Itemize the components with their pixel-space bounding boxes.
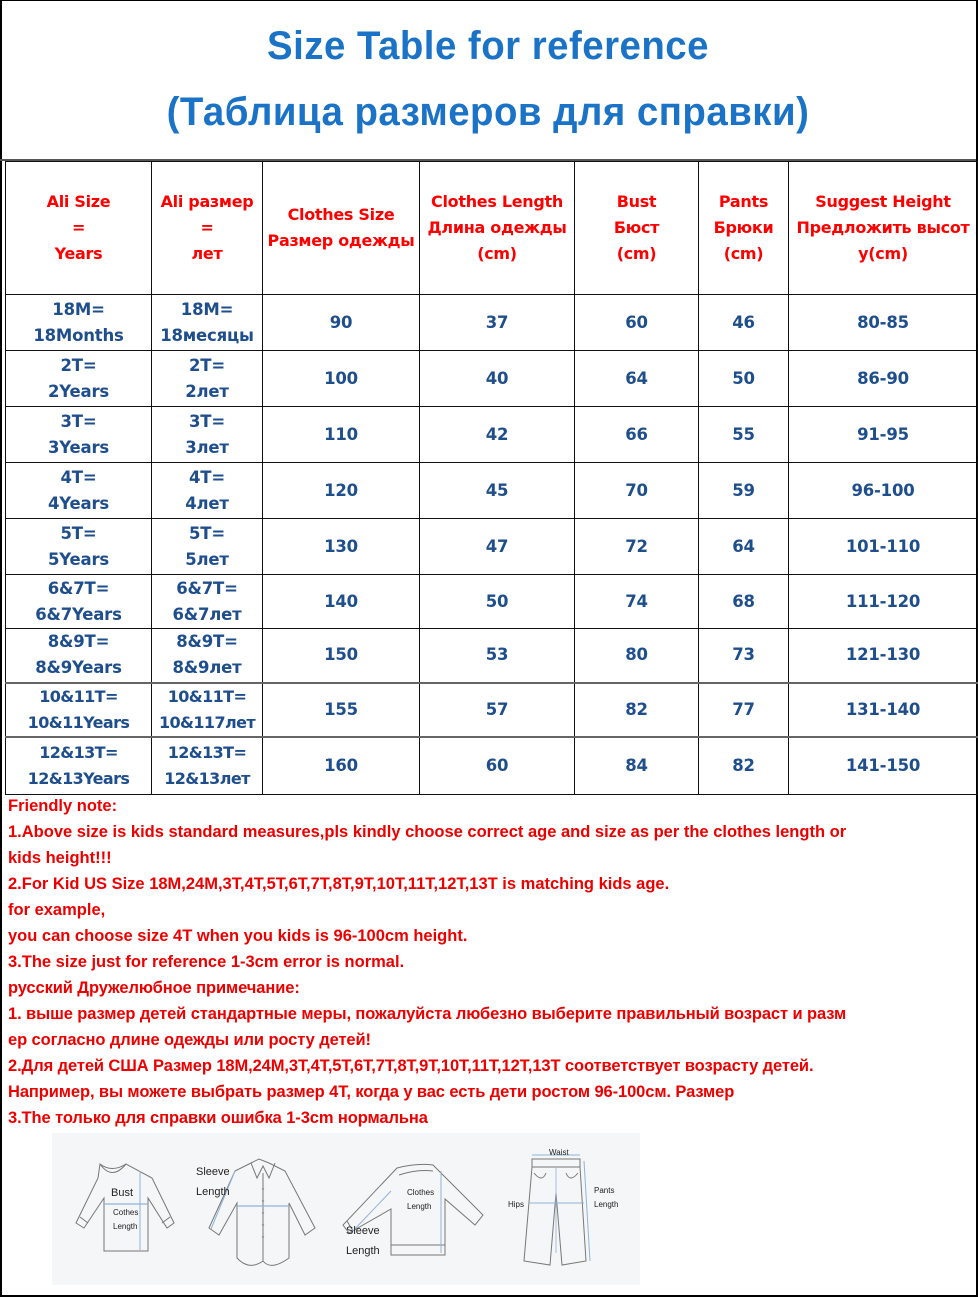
cell-clothes-length: 60 xyxy=(420,737,575,795)
cell-bust: 72 xyxy=(575,519,699,575)
cell-ali-size: 4T= 4Years xyxy=(6,463,152,519)
cell-clothes-size: 110 xyxy=(263,407,420,463)
note-line: 3.The size just for reference 1-3cm error is normal. xyxy=(8,953,405,971)
clothes-label: Clothes xyxy=(407,1188,435,1197)
cell-bust: 82 xyxy=(575,683,699,737)
header-clothes-size: Clothes Size Размер одежды xyxy=(263,162,420,295)
cell-pants: 68 xyxy=(699,575,789,629)
length-label: Length xyxy=(407,1202,432,1211)
page-title-russian: (Таблица размеров для справки) xyxy=(166,90,810,134)
shirt-icon xyxy=(187,1133,337,1285)
note-line: kids height!!! xyxy=(8,849,112,867)
pants-length-label: Length xyxy=(594,1200,619,1209)
cell-ali-size-ru: 3T= 3лет xyxy=(152,407,263,463)
cell-height: 121-130 xyxy=(789,629,978,683)
cell-ali-size: 3T= 3Years xyxy=(6,407,152,463)
cell-ali-size-ru: 10&11T= 10&117лет xyxy=(152,683,263,737)
cell-pants: 73 xyxy=(699,629,789,683)
header-suggest-height: Suggest Height Предложить высот у(cm) xyxy=(789,162,978,295)
cell-clothes-size: 150 xyxy=(263,629,420,683)
cell-pants: 82 xyxy=(699,737,789,795)
notes-heading-russian: русский Дружелюбное примечание: xyxy=(8,979,300,997)
notes-heading: Friendly note: xyxy=(8,797,118,815)
table-row xyxy=(6,463,978,519)
header-clothes-length: Clothes Length Длина одежды (cm) xyxy=(420,162,575,295)
sweater-diagram xyxy=(337,1133,502,1285)
cell-clothes-size: 120 xyxy=(263,463,420,519)
size-table xyxy=(5,161,978,795)
cell-ali-size-ru: 5T= 5лет xyxy=(152,519,263,575)
cell-bust: 84 xyxy=(575,737,699,795)
cell-clothes-length: 47 xyxy=(420,519,575,575)
pants-label: Pants xyxy=(594,1186,615,1195)
cell-clothes-length: 50 xyxy=(420,575,575,629)
note-line: 3.The только для справки ошибка 1-3cm нормальна xyxy=(8,1109,428,1127)
cell-bust: 64 xyxy=(575,351,699,407)
header-ali-size: Ali Size = Years xyxy=(6,162,152,295)
header-bust: Bust Бюст (cm) xyxy=(575,162,699,295)
table-row xyxy=(6,575,978,629)
cell-ali-size: 12&13T= 12&13Years xyxy=(6,737,152,795)
cell-bust: 66 xyxy=(575,407,699,463)
cell-height: 86-90 xyxy=(789,351,978,407)
cell-ali-size-ru: 18M= 18месяцы xyxy=(152,295,263,351)
cell-pants: 77 xyxy=(699,683,789,737)
friendly-notes xyxy=(8,793,973,1131)
length-label: Length xyxy=(113,1222,138,1231)
cell-bust: 70 xyxy=(575,463,699,519)
sleeve-length-label: Length xyxy=(346,1245,380,1257)
cell-ali-size: 2T= 2Years xyxy=(6,351,152,407)
cell-ali-size: 6&7T= 6&7Years xyxy=(6,575,152,629)
cell-height: 141-150 xyxy=(789,737,978,795)
cell-clothes-size: 130 xyxy=(263,519,420,575)
length-label: Length xyxy=(196,1186,230,1198)
cell-height: 131-140 xyxy=(789,683,978,737)
cell-height: 91-95 xyxy=(789,407,978,463)
cell-pants: 46 xyxy=(699,295,789,351)
cell-clothes-length: 45 xyxy=(420,463,575,519)
note-line: 2.For Kid US Size 18M,24M,3T,4T,5T,6T,7T,8T,9T,10T,11T,12T,13T is matching kids age. xyxy=(8,875,670,893)
cell-clothes-size: 90 xyxy=(263,295,420,351)
table-row xyxy=(6,519,978,575)
cell-clothes-size: 160 xyxy=(263,737,420,795)
cell-pants: 64 xyxy=(699,519,789,575)
cell-pants: 59 xyxy=(699,463,789,519)
cell-ali-size: 5T= 5Years xyxy=(6,519,152,575)
cell-ali-size-ru: 12&13T= 12&13лет xyxy=(152,737,263,795)
note-line: 1.Above size is kids standard measures,pls kindly choose correct age and size as per the clothes length or xyxy=(8,823,847,841)
waist-label: Waist xyxy=(549,1148,569,1157)
header-pants: Pants Брюки (cm) xyxy=(699,162,789,295)
cell-clothes-length: 42 xyxy=(420,407,575,463)
cell-height: 101-110 xyxy=(789,519,978,575)
title-block xyxy=(0,0,976,161)
note-line: for example, xyxy=(8,901,106,919)
cell-pants: 55 xyxy=(699,407,789,463)
cell-clothes-size: 100 xyxy=(263,351,420,407)
cell-ali-size-ru: 8&9T= 8&9лет xyxy=(152,629,263,683)
pants-diagram xyxy=(502,1133,640,1285)
table-row xyxy=(6,351,978,407)
note-line: ер согласно длине одежды или росту детей! xyxy=(8,1031,371,1049)
table-row xyxy=(6,407,978,463)
cell-bust: 80 xyxy=(575,629,699,683)
hips-label: Hips xyxy=(508,1200,525,1209)
cell-clothes-size: 140 xyxy=(263,575,420,629)
cell-ali-size: 10&11T= 10&11Years xyxy=(6,683,152,737)
measurement-diagrams xyxy=(52,1133,640,1285)
cell-clothes-length: 40 xyxy=(420,351,575,407)
note-line: 1. выше размер детей стандартные меры, пожалуйста любезно выберите правильный возраст и разм xyxy=(8,1005,847,1023)
cell-height: 111-120 xyxy=(789,575,978,629)
shirt-diagram xyxy=(187,1133,337,1285)
sleeve-label: Sleeve xyxy=(196,1166,230,1178)
table-header-row xyxy=(6,162,978,295)
sleeve-label: Sleeve xyxy=(346,1225,380,1237)
cell-ali-size-ru: 6&7T= 6&7лет xyxy=(152,575,263,629)
clothes-label: Cothes xyxy=(113,1208,139,1217)
cell-clothes-length: 57 xyxy=(420,683,575,737)
page-title: Size Table for reference xyxy=(267,24,709,68)
note-line: you can choose size 4T when you kids is 96-100cm height. xyxy=(8,927,468,945)
cell-height: 96-100 xyxy=(789,463,978,519)
table-row xyxy=(6,295,978,351)
bust-label: Bust xyxy=(111,1187,134,1199)
header-ali-size-ru: Ali размер = лет xyxy=(152,162,263,295)
cell-ali-size: 18M= 18Months xyxy=(6,295,152,351)
cell-bust: 74 xyxy=(575,575,699,629)
table-row xyxy=(6,737,978,795)
table-row xyxy=(6,629,978,683)
cell-bust: 60 xyxy=(575,295,699,351)
note-line: 2.Для детей США Размер 18M,24M,3T,4T,5T,6T,7T,8T,9T,10T,11T,12T,13T соответствует возрасту детей. xyxy=(8,1057,814,1075)
cell-clothes-length: 53 xyxy=(420,629,575,683)
cell-height: 80-85 xyxy=(789,295,978,351)
table-row xyxy=(6,683,978,737)
tshirt-diagram xyxy=(52,1133,187,1285)
cell-ali-size-ru: 4T= 4лет xyxy=(152,463,263,519)
cell-clothes-size: 155 xyxy=(263,683,420,737)
cell-pants: 50 xyxy=(699,351,789,407)
note-line: Например, вы можете выбрать размер 4T, когда у вас есть дети ростом 96-100см. Размер xyxy=(8,1083,735,1101)
cell-ali-size-ru: 2T= 2лет xyxy=(152,351,263,407)
cell-clothes-length: 37 xyxy=(420,295,575,351)
cell-ali-size: 8&9T= 8&9Years xyxy=(6,629,152,683)
